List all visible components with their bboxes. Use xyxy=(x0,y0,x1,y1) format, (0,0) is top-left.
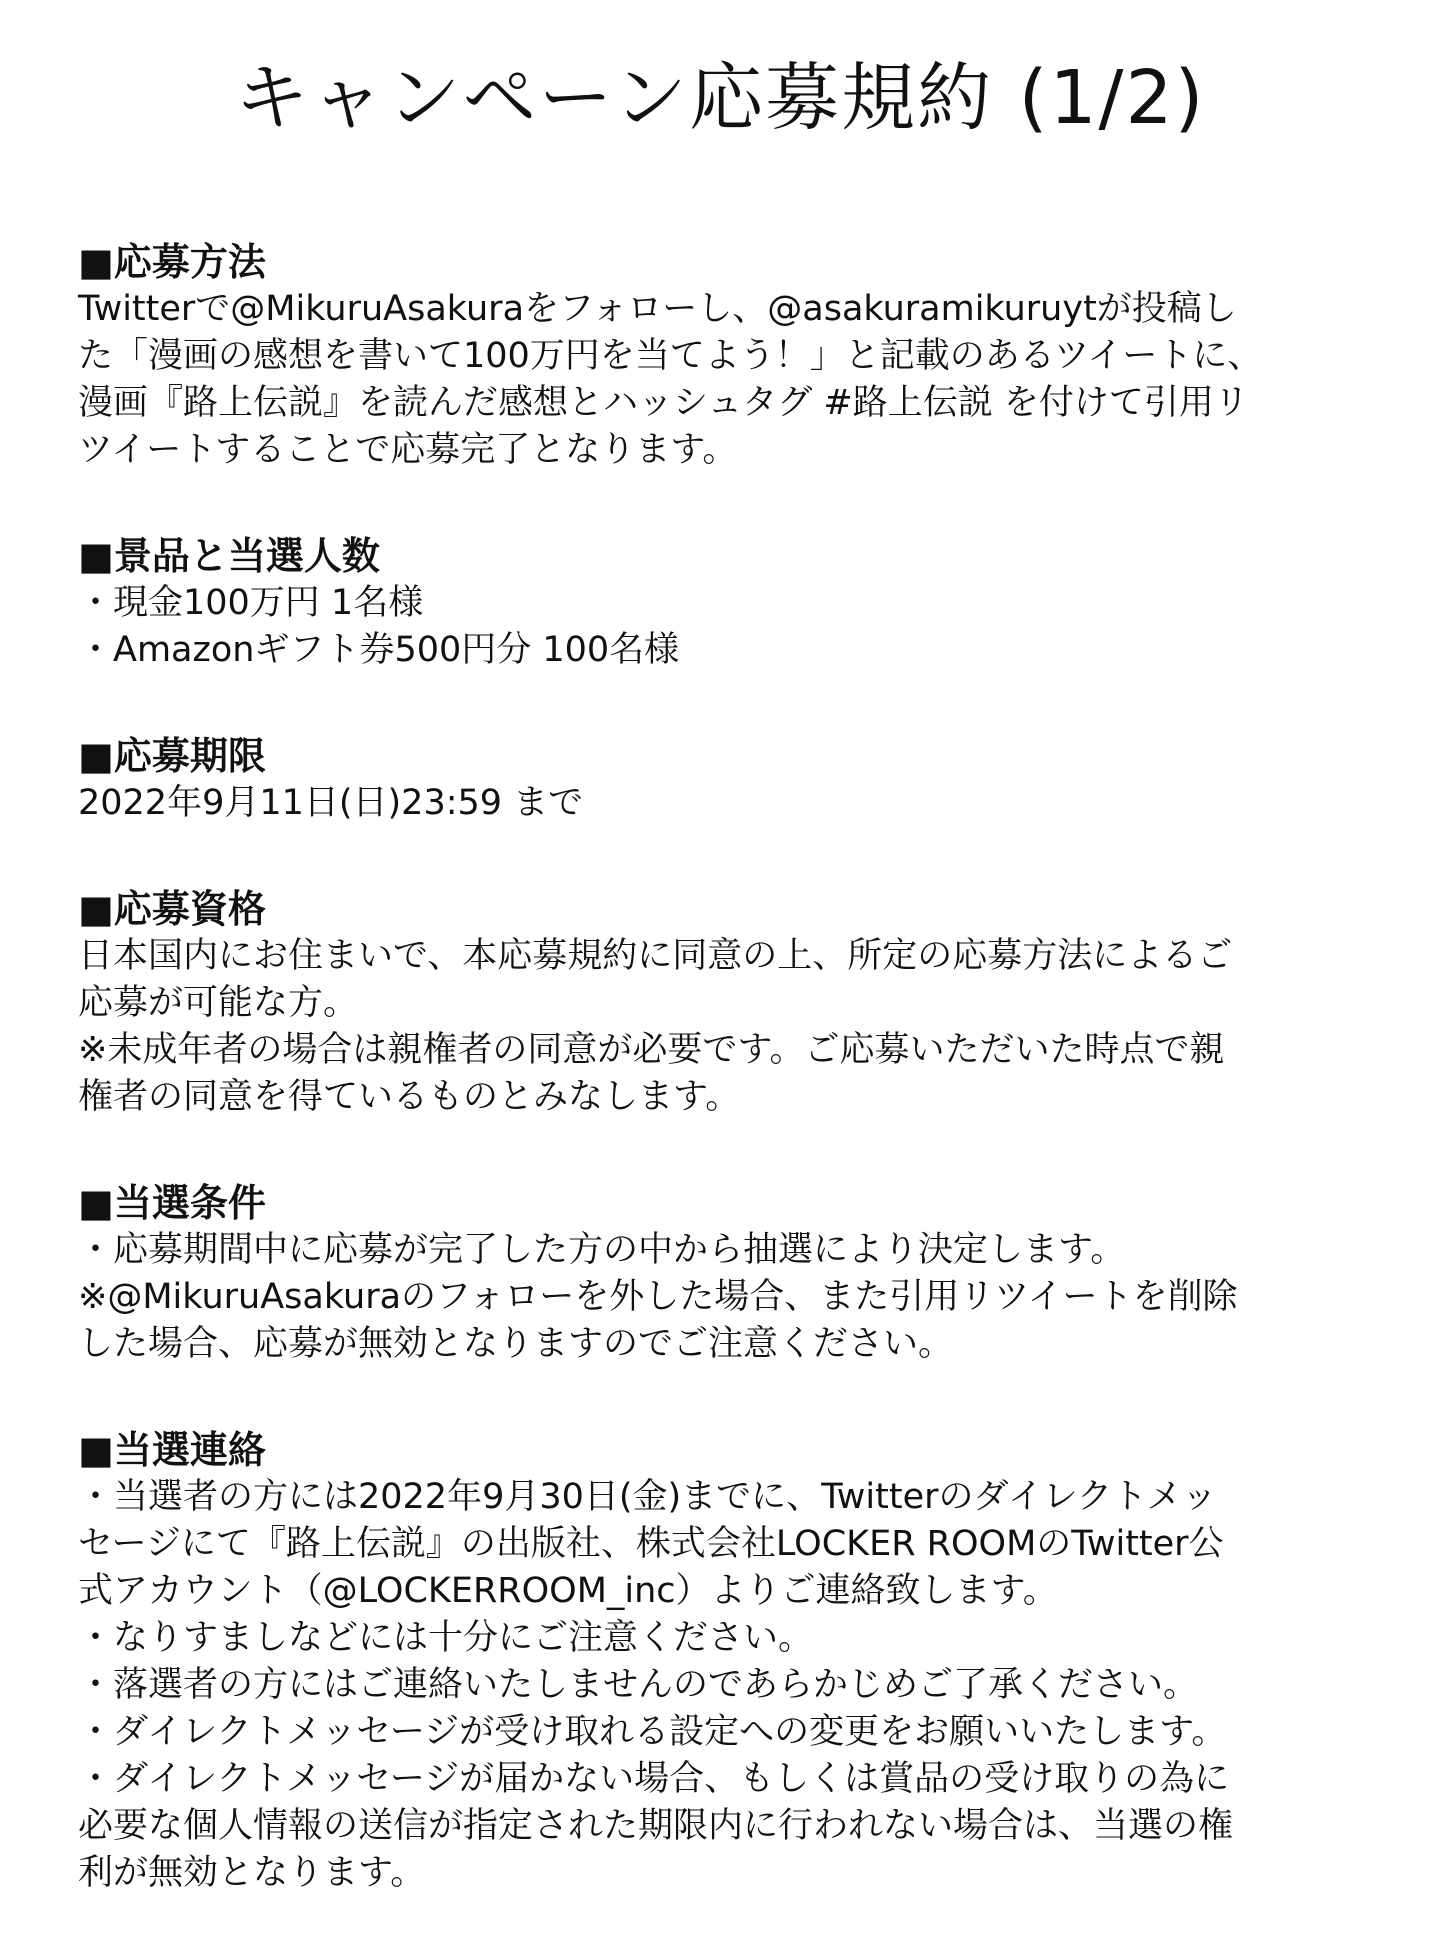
prize-item: ・Amazonギフト券500円分 100名様 xyxy=(78,630,680,670)
prize-item: ・現金100万円 1名様 xyxy=(78,583,424,623)
body-line: Twitterで@MikuruAsakuraをフォローし、@asakuramikuruytが投稿し xyxy=(78,289,1237,329)
body-line: 必要な個人情報の送信が指定された期限内に行われない場合は、当選の権 xyxy=(78,1806,1234,1846)
body-line: ・なりすましなどには十分にご注意ください。 xyxy=(78,1618,814,1658)
section-body xyxy=(78,580,1362,674)
section-application-method xyxy=(78,238,1362,474)
section-body xyxy=(78,933,1362,1121)
body-line: した場合、応募が無効となりますのでご注意ください。 xyxy=(78,1324,954,1364)
section-heading: ■景品と当選人数 xyxy=(78,534,380,578)
page-title: キャンペーン応募規約 (1/2) xyxy=(234,55,1206,141)
section-body xyxy=(78,780,1362,827)
section-eligibility xyxy=(78,885,1362,1121)
section-heading: ■応募資格 xyxy=(78,887,266,931)
body-line: ・当選者の方には2022年9月30日(金)までに、Twitterのダイレクトメッ xyxy=(78,1477,1217,1517)
body-line: ツイートすることで応募完了となります。 xyxy=(78,430,738,470)
body-line: ・ダイレクトメッセージが受け取れる設定への変更をお願いいたします。 xyxy=(78,1712,1227,1752)
section-heading: ■応募期限 xyxy=(78,734,266,778)
body-line: 日本国内にお住まいで、本応募規約に同意の上、所定の応募方法によるご xyxy=(78,936,1233,976)
deadline-text: 2022年9月11日(日)23:59 まで xyxy=(78,783,584,823)
section-prizes xyxy=(78,532,1362,674)
body-line: 利が無効となります。 xyxy=(78,1853,426,1893)
section-winner-notification xyxy=(78,1426,1362,1897)
section-winning-conditions xyxy=(78,1179,1362,1368)
section-heading: ■当選連絡 xyxy=(78,1428,266,1472)
section-body xyxy=(78,1227,1362,1368)
body-line: セージにて『路上伝説』の出版社、株式会社LOCKER ROOMのTwitter公 xyxy=(78,1524,1224,1564)
section-body xyxy=(78,286,1362,474)
body-line: 漫画『路上伝説』を読んだ感想とハッシュタグ #路上伝説 を付けて引用リ xyxy=(78,383,1249,423)
body-line: 応募が可能な方。 xyxy=(78,983,359,1023)
section-body xyxy=(78,1474,1362,1897)
body-line: ※未成年者の場合は親権者の同意が必要です。ご応募いただいた時点で親 xyxy=(78,1030,1225,1070)
body-line: ・応募期間中に応募が完了した方の中から抽選により決定します。 xyxy=(78,1230,1126,1270)
body-line: 式アカウント（@LOCKERROOM_inc）よりご連絡致します。 xyxy=(78,1571,1058,1611)
section-deadline xyxy=(78,732,1362,827)
section-heading: ■応募方法 xyxy=(78,240,266,284)
body-line: ・落選者の方にはご連絡いたしませんのであらかじめご了承ください。 xyxy=(78,1665,1199,1705)
section-heading: ■当選条件 xyxy=(78,1181,266,1225)
body-line: ・ダイレクトメッセージが届かない場合、もしくは賞品の受け取りの為に xyxy=(78,1759,1230,1799)
body-line: ※@MikuruAsakuraのフォローを外した場合、また引用リツイートを削除 xyxy=(78,1277,1238,1317)
body-line: 権者の同意を得ているものとみなします。 xyxy=(78,1077,741,1117)
terms-sections xyxy=(78,238,1362,1955)
body-line: た「漫画の感想を書いて100万円を当てよう！」と記載のあるツイートに、 xyxy=(78,336,1263,376)
